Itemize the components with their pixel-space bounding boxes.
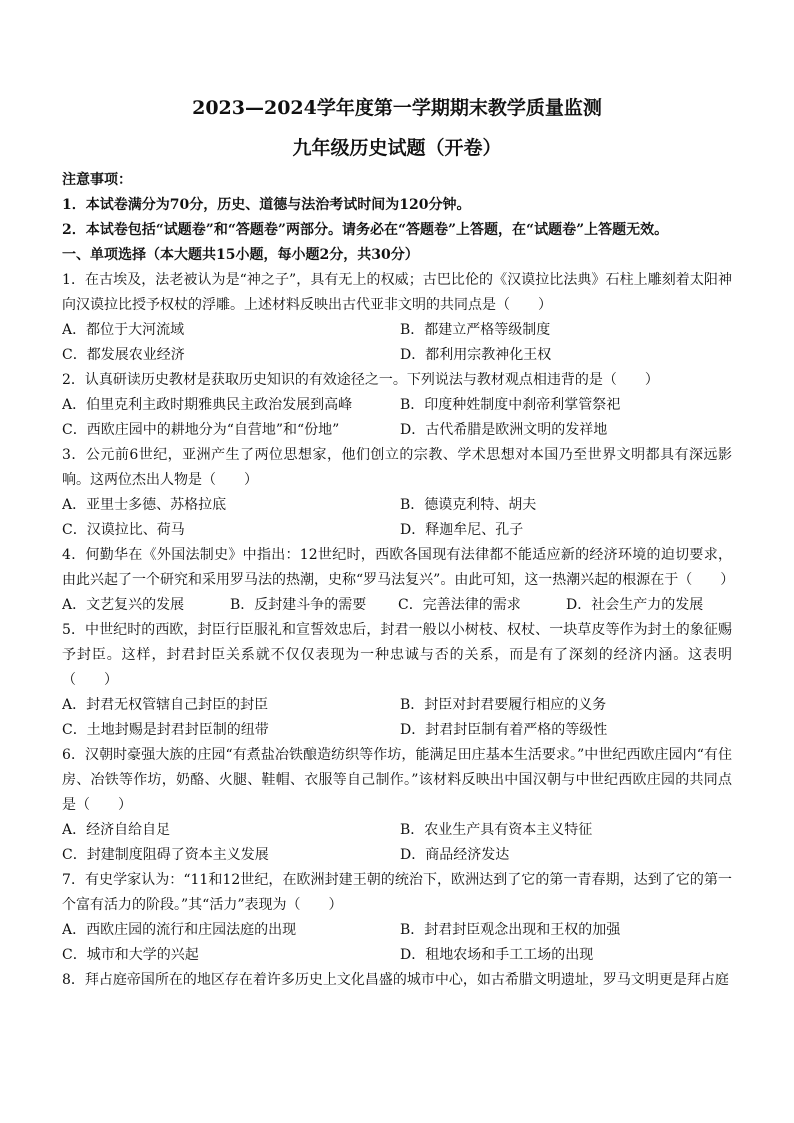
option-c: C．土地封赐是封君封臣制的纽带 bbox=[62, 722, 269, 738]
option-list bbox=[62, 593, 732, 618]
option-list bbox=[62, 918, 732, 968]
option-c: C．封建制度阻碍了资本主义发展 bbox=[62, 847, 269, 863]
option-a: A．伯里克利主政时期雅典民主政治发展到高峰 bbox=[62, 397, 353, 413]
question-4 bbox=[62, 543, 735, 618]
option-c: C．完善法律的需求 bbox=[398, 597, 521, 613]
question-7 bbox=[62, 868, 732, 968]
option-d: D．释迦牟尼、孔子 bbox=[400, 522, 524, 538]
exam-subtitle: 九年级历史试题（开卷） bbox=[292, 137, 502, 159]
section-heading: 一、单项选择（本大题共15小题，每小题2分，共30分） bbox=[62, 247, 419, 263]
option-a: A．西欧庄园的流行和庄园法庭的出现 bbox=[62, 922, 297, 938]
option-b: B．反封建斗争的需要 bbox=[230, 597, 367, 613]
option-list bbox=[62, 493, 732, 543]
option-d: D．租地农场和手工工场的出现 bbox=[400, 947, 594, 963]
note-item-2: 2．本试卷包括“试题卷”和“答题卷”两部分。请务必在“答题卷”上答题，在“试题卷”上答题无效。 bbox=[62, 222, 669, 238]
question-stem: 4．何勤华在《外国法制史》中指出：12世纪时，西欧各国现有法律都不能适应新的经济环境的迫切要求，由此兴起了一个研究和采用罗马法的热潮，史称“罗马法复兴”。由此可知，这一热潮兴起的根源在于（ ） bbox=[62, 547, 735, 588]
option-b: B．德谟克利特、胡夫 bbox=[400, 497, 537, 513]
option-a: A．经济自给自足 bbox=[62, 822, 171, 838]
question-3 bbox=[62, 443, 732, 543]
option-b: B．封臣对封君要履行相应的义务 bbox=[400, 697, 607, 713]
option-list bbox=[62, 693, 732, 743]
question-8 bbox=[62, 968, 732, 993]
option-d: D．都利用宗教神化王权 bbox=[400, 347, 552, 363]
option-c: C．西欧庄园中的耕地分为“自营地”和“份地” bbox=[62, 422, 340, 438]
option-a: A．文艺复兴的发展 bbox=[62, 597, 185, 613]
option-b: B．农业生产具有资本主义特征 bbox=[400, 822, 593, 838]
option-b: B．封君封臣观念出现和王权的加强 bbox=[400, 922, 621, 938]
option-d: D．社会生产力的发展 bbox=[566, 597, 704, 613]
option-c: C．汉谟拉比、荷马 bbox=[62, 522, 185, 538]
question-stem: 6．汉朝时豪强大族的庄园“有煮盐冶铁酿造纺织等作坊，能满足田庄基本生活要求。”中世纪西欧庄园内“有住房、冶铁等作坊，奶酪、火腿、鞋帽、衣服等自己制作。”该材料反映出中国汉朝与中世纪西欧庄园的共同点是（ ） bbox=[62, 747, 732, 813]
option-list bbox=[62, 318, 732, 368]
question-stem: 7．有史学家认为：“11和12世纪，在欧洲封建王朝的统治下，欧洲达到了它的第一青春期，达到了它的第一个富有活力的阶段。”其“活力”表现为（ ） bbox=[62, 872, 732, 913]
notes-heading: 注意事项： bbox=[62, 172, 132, 188]
option-c: C．都发展农业经济 bbox=[62, 347, 185, 363]
question-6 bbox=[62, 743, 732, 868]
question-5 bbox=[62, 618, 732, 743]
question-2 bbox=[62, 368, 732, 443]
question-stem: 5．中世纪时的西欧，封臣行臣服礼和宣誓效忠后，封君一般以小树枝、权杖、一块草皮等作为封土的象征赐予封臣。这样，封君封臣关系就不仅仅表现为一种忠诚与否的关系，而是有了深刻的经济内涵。这表明（ ） bbox=[62, 622, 732, 688]
question-stem: 3．公元前6世纪，亚洲产生了两位思想家，他们创立的宗教、学术思想对本国乃至世界文明都具有深远影响。这两位杰出人物是（ ） bbox=[62, 447, 732, 488]
question-stem: 8．拜占庭帝国所在的地区存在着许多历史上文化昌盛的城市中心，如古希腊文明遗址，罗马文明更是拜占庭 bbox=[62, 972, 729, 988]
option-c: C．城市和大学的兴起 bbox=[62, 947, 199, 963]
option-list bbox=[62, 393, 732, 443]
question-stem: 2．认真研读历史教材是获取历史知识的有效途径之一。下列说法与教材观点相违背的是（ ） bbox=[62, 372, 659, 388]
option-a: A．亚里士多德、苏格拉底 bbox=[62, 497, 227, 513]
option-d: D．古代希腊是欧洲文明的发祥地 bbox=[400, 422, 608, 438]
option-b: B．都建立严格等级制度 bbox=[400, 322, 551, 338]
note-item-1: 1．本试卷满分为70分，历史、道德与法治考试时间为120分钟。 bbox=[62, 197, 471, 213]
question-stem: 1．在古埃及，法老被认为是“神之子”，具有无上的权威；古巴比伦的《汉谟拉比法典》石柱上雕刻着太阳神向汉谟拉比授予权杖的浮雕。上述材料反映出古代亚非文明的共同点是（ ） bbox=[62, 272, 732, 313]
option-b: B．印度种姓制度中刹帝利掌管祭祀 bbox=[400, 397, 621, 413]
question-1 bbox=[62, 268, 732, 368]
option-list bbox=[62, 818, 732, 868]
option-d: D．商品经济发达 bbox=[400, 847, 510, 863]
option-d: D．封君封臣制有着严格的等级性 bbox=[400, 722, 608, 738]
option-a: A．都位于大河流域 bbox=[62, 322, 185, 338]
exam-page bbox=[62, 94, 735, 993]
option-a: A．封君无权管辖自己封臣的封臣 bbox=[62, 697, 269, 713]
exam-title: 2023—2024学年度第一学期期末教学质量监测 bbox=[192, 97, 602, 119]
